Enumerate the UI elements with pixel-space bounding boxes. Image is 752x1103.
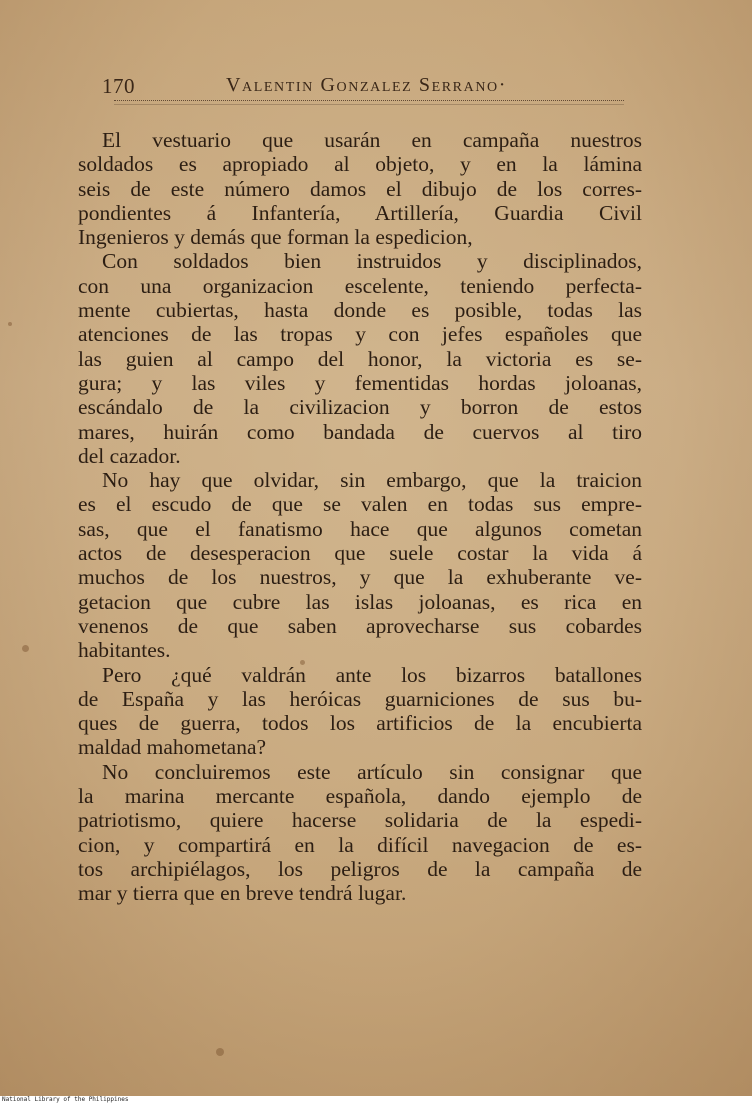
paragraph [78, 249, 642, 468]
text-line: No hay que olvidar, sin embargo, que la traicion [102, 468, 642, 493]
text-line: pondientes á Infantería, Artillería, Guardia Civil [78, 200, 642, 225]
text-line: las guien al campo del honor, la victoria es se- [78, 346, 642, 371]
foxing-spot [22, 645, 29, 652]
paragraph [78, 128, 642, 249]
text-line: mente cubiertas, hasta donde es posible, todas las [78, 298, 642, 323]
running-head: Valentin Gonzalez Serrano· [226, 74, 508, 96]
text-line: maldad mahometana? [78, 735, 267, 760]
text-line: del cazador. [78, 443, 181, 468]
paragraph [78, 760, 642, 906]
text-line: es el escudo de que se valen en todas sus empre- [78, 492, 642, 517]
foxing-spot [8, 322, 12, 326]
text-line: actos de desesperacion que suele costar la vida á [78, 541, 642, 566]
text-line: venenos de que saben aprovecharse sus cobardes [78, 613, 642, 638]
page-header [102, 72, 642, 102]
paragraph [78, 663, 642, 760]
text-line: mares, huirán como bandada de cuervos al tiro [78, 419, 642, 444]
text-line: gura; y las viles y fementidas hordas joloanas, [78, 370, 642, 395]
text-line: soldados es apropiado al objeto, y en la lámina [78, 152, 642, 177]
text-line: habitantes. [78, 638, 171, 663]
header-rule [114, 100, 624, 105]
text-line: cion, y compartirá en la difícil navegacion de es- [78, 832, 642, 857]
text-line: muchos de los nuestros, y que la exhuberante ve- [78, 565, 642, 590]
page-number: 170 [102, 74, 135, 98]
paragraph [78, 468, 642, 662]
text-line: ques de guerra, todos los artificios de la encubierta [78, 711, 642, 736]
text-line: de España y las heróicas guarniciones de sus bu- [78, 686, 642, 711]
article-body [78, 128, 642, 906]
text-line: No concluiremos este artículo sin consignar que [102, 759, 642, 784]
text-line: sas, que el fanatismo hace que algunos cometan [78, 516, 642, 541]
text-line: la marina mercante española, dando ejemplo de [78, 784, 642, 809]
text-line: Ingenieros y demás que forman la espedicion, [78, 225, 473, 250]
text-line: El vestuario que usarán en campaña nuestros [102, 128, 642, 152]
text-line: Con soldados bien instruidos y disciplinados, [102, 249, 642, 274]
text-line: escándalo de la civilizacion y borron de estos [78, 395, 642, 420]
text-line: mar y tierra que en breve tendrá lugar. [78, 881, 407, 906]
text-line: con una organizacion escelente, teniendo perfecta- [78, 273, 642, 298]
text-line: patriotismo, quiere hacerse solidaria de la espedi- [78, 808, 642, 833]
text-line: getacion que cubre las islas joloanas, es rica en [78, 589, 642, 614]
text-line: Pero ¿qué valdrán ante los bizarros batallones [102, 662, 642, 687]
text-line: tos archipiélagos, los peligros de la campaña de [78, 856, 642, 881]
foxing-spot [216, 1048, 224, 1056]
library-credit: National Library of the Philippines [0, 1096, 752, 1103]
text-line: atenciones de las tropas y con jefes españoles que [78, 322, 642, 347]
text-line: seis de este número damos el dibujo de los corres- [78, 176, 642, 201]
